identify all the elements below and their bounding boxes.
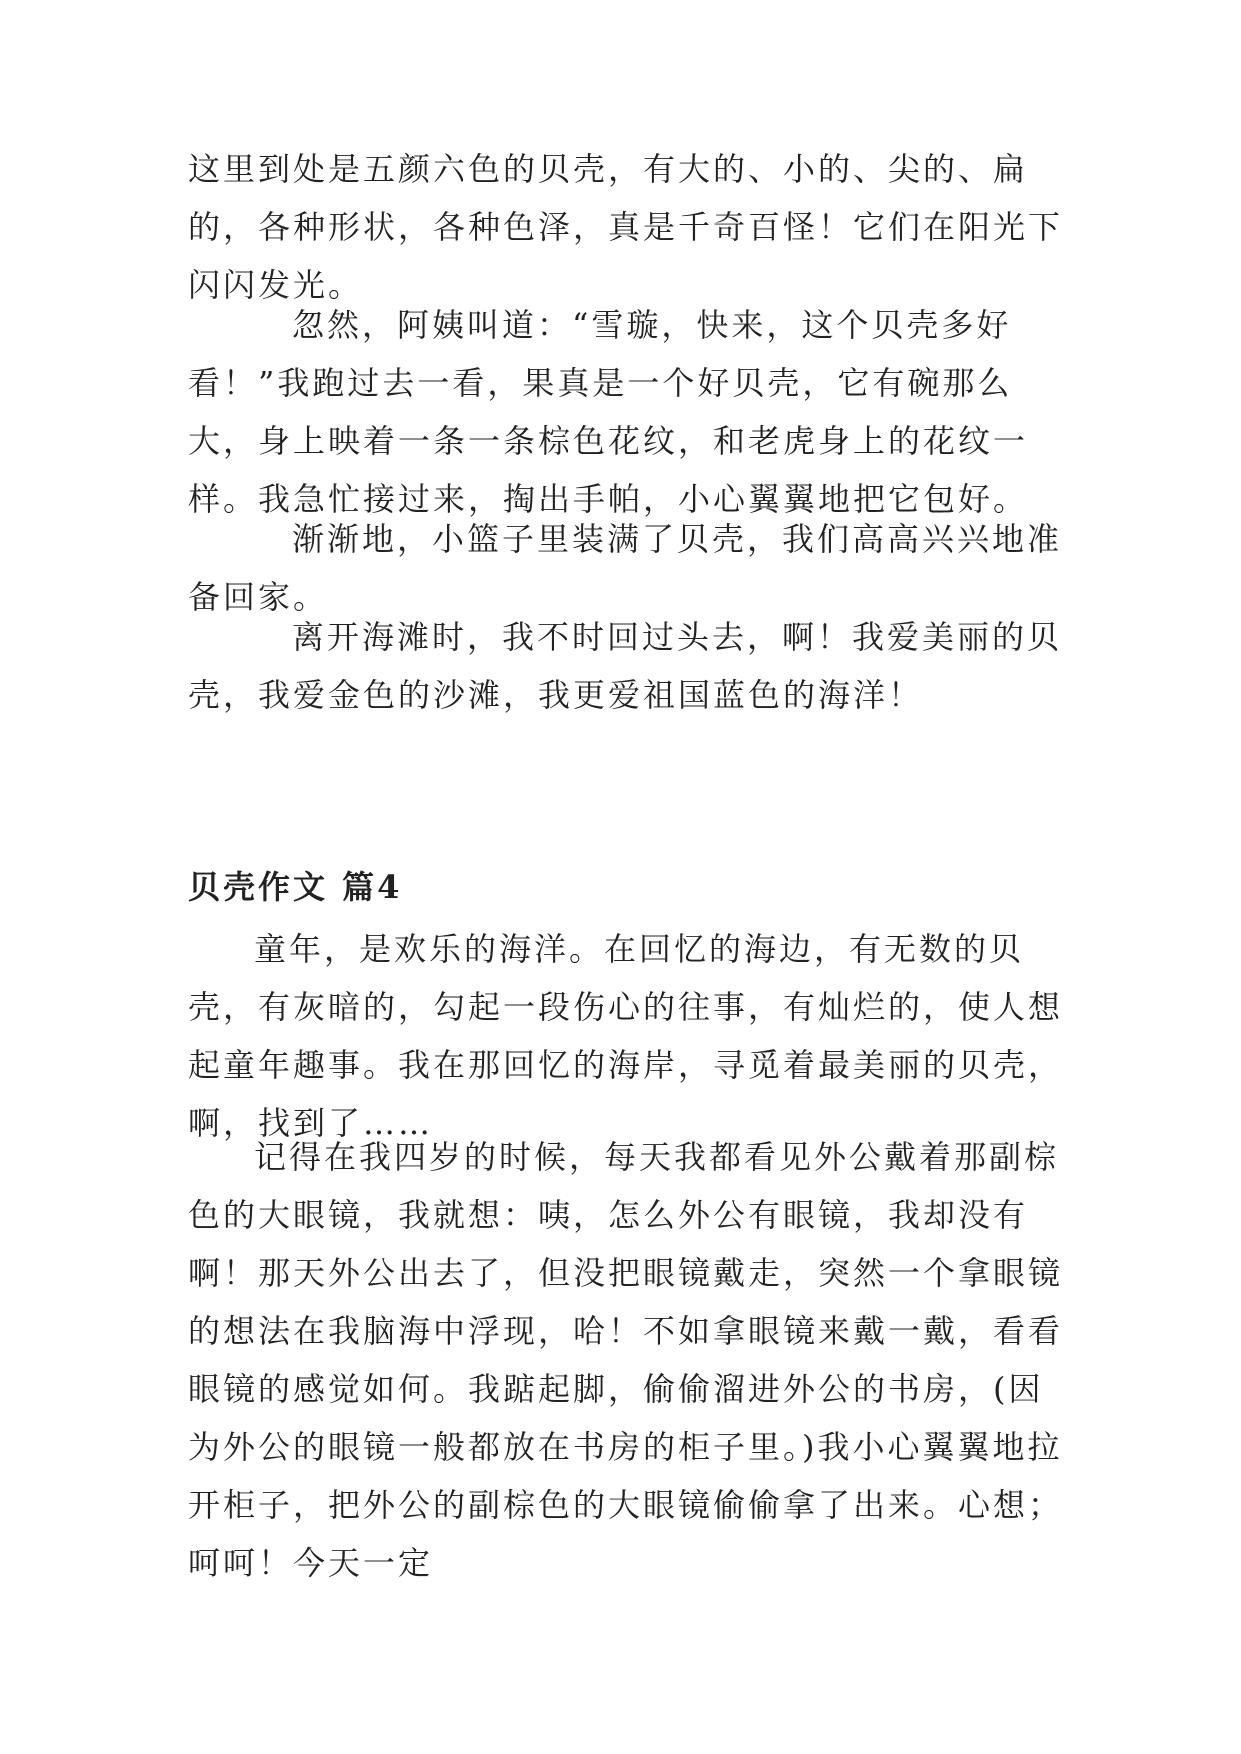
paragraph-leaving-beach: 离开海滩时，我不时回过头去，啊！我爱美丽的贝壳，我爱金色的沙滩，我更爱祖国蓝色的海洋！ bbox=[188, 618, 1063, 714]
paragraph-basket-full: 渐渐地，小篮子里装满了贝壳，我们高高兴兴地准备回家。 bbox=[188, 520, 1063, 616]
section-title: 贝壳作文 篇4 bbox=[188, 868, 403, 906]
paragraph-shells-colorful: 这里到处是五颜六色的贝壳，有大的、小的、尖的、扁的，各种形状，各种色泽，真是千奇百怪！它们在阳光下闪闪发光。 bbox=[188, 150, 1064, 304]
paragraph-grandpa-glasses: 记得在我四岁的时候，每天我都看见外公戴着那副棕色的大眼镜，我就想：咦，怎么外公有眼镜，我却没有啊！那天外公出去了，但没把眼镜戴走，突然一个拿眼镜的想法在我脑海中浮现，哈！不如拿眼镜来戴一戴，看看眼镜的感觉如何。我踮起脚，偷偷溜进外公的书房，(因为外公的眼镜一般都放在书房的柜子里。)我小心翼翼地拉开柜子，把外公的副棕色的大眼镜偷偷拿了出来。心想；呵呵！今天一定 bbox=[188, 1138, 1064, 1582]
paragraph-aunt-calls: 忽然，阿姨叫道：“雪璇，快来，这个贝壳多好看！”我跑过去一看，果真是一个好贝壳，它有碗那么大，身上映着一条一条棕色花纹，和老虎身上的花纹一样。我急忙接过来，掏出手帕，小心翼翼地把它包好。 bbox=[188, 306, 1029, 518]
paragraph-childhood-ocean: 童年，是欢乐的海洋。在回忆的海边，有无数的贝壳，有灰暗的，勾起一段伤心的往事，有灿烂的，使人想起童年趣事。我在那回忆的海岸，寻觅着最美丽的贝壳，啊，找到了…… bbox=[188, 930, 1064, 1142]
